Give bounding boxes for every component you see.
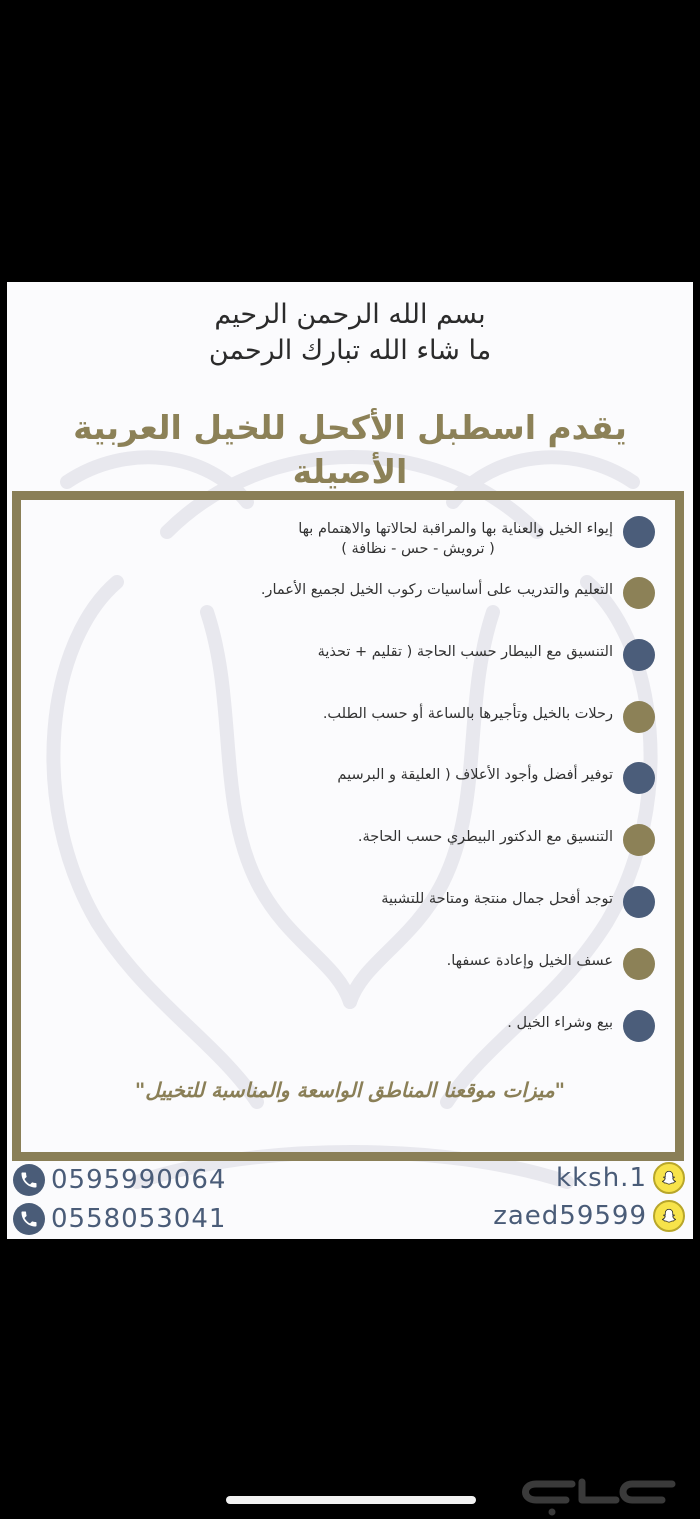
- feature-item-6: [95, 824, 655, 856]
- bullet-icon: [623, 577, 655, 609]
- snapchat-contact-2[interactable]: [493, 1200, 685, 1232]
- page-title: يقدم اسطبل الأكحل للخيل العربية الأصيلة: [73, 408, 627, 491]
- basmala-text: بسم الله الرحمن الرحيم: [214, 299, 486, 330]
- home-indicator[interactable]: [226, 1496, 476, 1504]
- bullet-icon: [623, 824, 655, 856]
- mashallah-text: ما شاء الله تبارك الرحمن: [208, 335, 492, 366]
- feature-text: توجد أفحل جمال منتجة ومتاحة للتشبية: [381, 891, 613, 907]
- poster: [7, 282, 693, 1239]
- feature-text: التعليم والتدريب على أساسيات ركوب الخيل لجميع الأعمار.: [260, 582, 613, 598]
- bullet-icon: [623, 701, 655, 733]
- feature-text: عسف الخيل وإعادة عسفها.: [446, 953, 613, 969]
- phone-icon: [13, 1203, 45, 1235]
- bullet-icon: [623, 639, 655, 671]
- feature-text: إيواء الخيل والعناية بها والمراقبة لحالاتها والاهتمام بها: [298, 521, 613, 537]
- bullet-icon: [623, 516, 655, 548]
- feature-item-2: [95, 577, 655, 609]
- feature-subtext: ( ترويش - حس - نظافة ): [341, 541, 495, 557]
- feature-text: التنسيق مع الدكتور البيطري حسب الحاجة.: [357, 829, 613, 845]
- phone-number: 0558053041: [51, 1204, 227, 1234]
- feature-item-9: [95, 1010, 655, 1042]
- snapchat-icon: [653, 1162, 685, 1194]
- bullet-icon: [623, 1010, 655, 1042]
- snapchat-handle: zaed59599: [493, 1201, 647, 1231]
- phone-contact-2[interactable]: [13, 1203, 226, 1235]
- slogan-text: "ميزات موقعنا المناطق الواسعة والمناسبة للتخييل": [134, 1078, 566, 1102]
- feature-text: التنسيق مع البيطار حسب الحاجة ( تقليم + تحذية: [317, 644, 613, 660]
- feature-item-1: [95, 516, 655, 559]
- snapchat-handle: kksh.1: [556, 1163, 647, 1193]
- feature-text: توفير أفضل وأجود الأعلاف ( العليقة و البرسيم: [337, 767, 613, 783]
- snapchat-contact-1[interactable]: [556, 1162, 685, 1194]
- phone-contact-1[interactable]: [13, 1164, 226, 1196]
- phone-icon: [13, 1164, 45, 1196]
- bullet-icon: [623, 886, 655, 918]
- feature-item-7: [95, 886, 655, 918]
- feature-text: رحلات بالخيل وتأجيرها بالساعة أو حسب الطلب.: [322, 706, 613, 722]
- feature-item-5: [95, 762, 655, 794]
- bullet-icon: [623, 948, 655, 980]
- bullet-icon: [623, 762, 655, 794]
- feature-text: بيع وشراء الخيل .: [507, 1015, 613, 1031]
- snapchat-icon: [653, 1200, 685, 1232]
- feature-item-8: [95, 948, 655, 980]
- phone-number: 0595990064: [51, 1165, 227, 1195]
- feature-item-4: [95, 701, 655, 733]
- feature-item-3: [95, 639, 655, 671]
- haraj-logo: [512, 1470, 682, 1518]
